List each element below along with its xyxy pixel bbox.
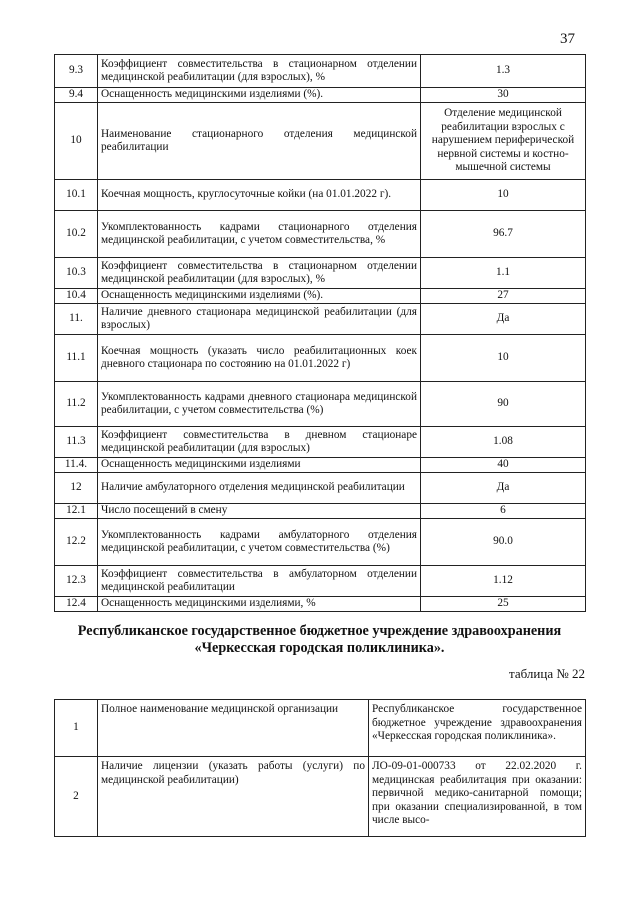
row-value-cell: 1.08 <box>421 427 586 458</box>
row-description-cell: Оснащенность медицинскими изделиями, % <box>98 597 421 612</box>
row-value-cell: 27 <box>421 289 586 304</box>
organization-title <box>54 623 585 657</box>
row-number-cell: 10.4 <box>55 289 98 304</box>
row-description-cell: Наличие лицензии (указать работы (услуги) по медицинской реабилитации) <box>98 757 369 837</box>
row-value-cell: 6 <box>421 504 586 519</box>
row-description-cell: Полное наименование медицинской организации <box>98 700 369 757</box>
row-value-cell: Отделение медицинской реабилитации взрослых с нарушением периферической нервной системы и костно-мышечной системы <box>421 103 586 180</box>
table-row <box>55 519 586 566</box>
page-number: 37 <box>560 31 575 47</box>
row-number-cell: 11. <box>55 304 98 335</box>
row-description-cell: Число посещений в смену <box>98 504 421 519</box>
row-description-cell: Коэффициент совместительства в стационарном отделении медицинской реабилитации (для взрослых), % <box>98 258 421 289</box>
table-row <box>55 458 586 473</box>
row-value-cell: 90.0 <box>421 519 586 566</box>
table-row <box>55 700 586 757</box>
row-description-cell: Укомплектованность кадрами стационарного отделения медицинской реабилитации, с учетом совместительства, % <box>98 211 421 258</box>
row-description-cell: Оснащенность медицинскими изделиями <box>98 458 421 473</box>
organization-info-table <box>54 699 586 837</box>
row-number-cell: 10.1 <box>55 180 98 211</box>
row-description-cell: Наличие амбулаторного отделения медицинской реабилитации <box>98 473 421 504</box>
table-row <box>55 103 586 180</box>
row-description-cell: Коэффициент совместительства в дневном стационаре медицинской реабилитации (для взрослых) <box>98 427 421 458</box>
row-description-cell: Наличие дневного стационара медицинской реабилитации (для взрослых) <box>98 304 421 335</box>
row-number-cell: 9.3 <box>55 55 98 88</box>
row-description-cell: Коэффициент совместительства в стационарном отделении медицинской реабилитации (для взрослых), % <box>98 55 421 88</box>
row-description-cell: Оснащенность медицинскими изделиями (%). <box>98 88 421 103</box>
row-number-cell: 12.2 <box>55 519 98 566</box>
row-number-cell: 12 <box>55 473 98 504</box>
row-description-cell: Укомплектованность кадрами амбулаторного отделения медицинской реабилитации, с учетом совместительства (%) <box>98 519 421 566</box>
organization-title-line2: «Черкесская городская поликлиника». <box>194 640 445 656</box>
row-value-cell: Республиканское государственное бюджетное учреждение здравоохранения «Черкесская городская поликлиника». <box>369 700 586 757</box>
row-value-cell: 1.1 <box>421 258 586 289</box>
row-number-cell: 11.2 <box>55 382 98 427</box>
table-row <box>55 304 586 335</box>
table-row <box>55 258 586 289</box>
row-value-cell: Да <box>421 304 586 335</box>
row-number-cell: 10.3 <box>55 258 98 289</box>
row-number-cell: 11.4. <box>55 458 98 473</box>
row-value-cell: 30 <box>421 88 586 103</box>
row-value-cell: 40 <box>421 458 586 473</box>
table-row <box>55 382 586 427</box>
row-number-cell: 10.2 <box>55 211 98 258</box>
row-value-cell: 25 <box>421 597 586 612</box>
rehab-indicators-table <box>54 54 586 612</box>
row-description-cell: Наименование стационарного отделения медицинской реабилитации <box>98 103 421 180</box>
table-row <box>55 757 586 837</box>
table-caption: таблица № 22 <box>509 666 585 681</box>
row-description-cell: Укомплектованность кадрами дневного стационара медицинской реабилитации, с учетом совместительства (%) <box>98 382 421 427</box>
table-row <box>55 566 586 597</box>
table-row <box>55 88 586 103</box>
row-number-cell: 2 <box>55 757 98 837</box>
row-value-cell: 90 <box>421 382 586 427</box>
table-row <box>55 180 586 211</box>
row-number-cell: 12.4 <box>55 597 98 612</box>
table-row <box>55 335 586 382</box>
row-value-cell: 96.7 <box>421 211 586 258</box>
row-number-cell: 12.3 <box>55 566 98 597</box>
table-row <box>55 211 586 258</box>
table-row <box>55 427 586 458</box>
row-number-cell: 11.3 <box>55 427 98 458</box>
row-number-cell: 1 <box>55 700 98 757</box>
row-value-cell: 10 <box>421 335 586 382</box>
row-number-cell: 10 <box>55 103 98 180</box>
table-row <box>55 597 586 612</box>
row-number-cell: 12.1 <box>55 504 98 519</box>
row-value-cell: 1.3 <box>421 55 586 88</box>
table-row <box>55 504 586 519</box>
row-description-cell: Оснащенность медицинскими изделиями (%). <box>98 289 421 304</box>
row-description-cell: Коечная мощность (указать число реабилитационных коек дневного стационара по состоянию на 01.01.2022 г) <box>98 335 421 382</box>
row-number-cell: 11.1 <box>55 335 98 382</box>
table-row <box>55 289 586 304</box>
organization-title-line1: Республиканское государственное бюджетное учреждение здравоохранения <box>77 623 562 639</box>
table-row <box>55 473 586 504</box>
row-value-cell: Да <box>421 473 586 504</box>
row-description-cell: Коэффициент совместительства в амбулаторном отделении медицинской реабилитации <box>98 566 421 597</box>
row-value-cell: 10 <box>421 180 586 211</box>
table-row <box>55 55 586 88</box>
row-value-cell: 1.12 <box>421 566 586 597</box>
row-number-cell: 9.4 <box>55 88 98 103</box>
row-value-cell: ЛО-09-01-000733 от 22.02.2020 г. медицинская реабилитация при оказании: первичной медико-санитарной помощи; при оказании специализированной, в том числе высо- <box>369 757 586 837</box>
row-description-cell: Коечная мощность, круглосуточные койки (на 01.01.2022 г). <box>98 180 421 211</box>
